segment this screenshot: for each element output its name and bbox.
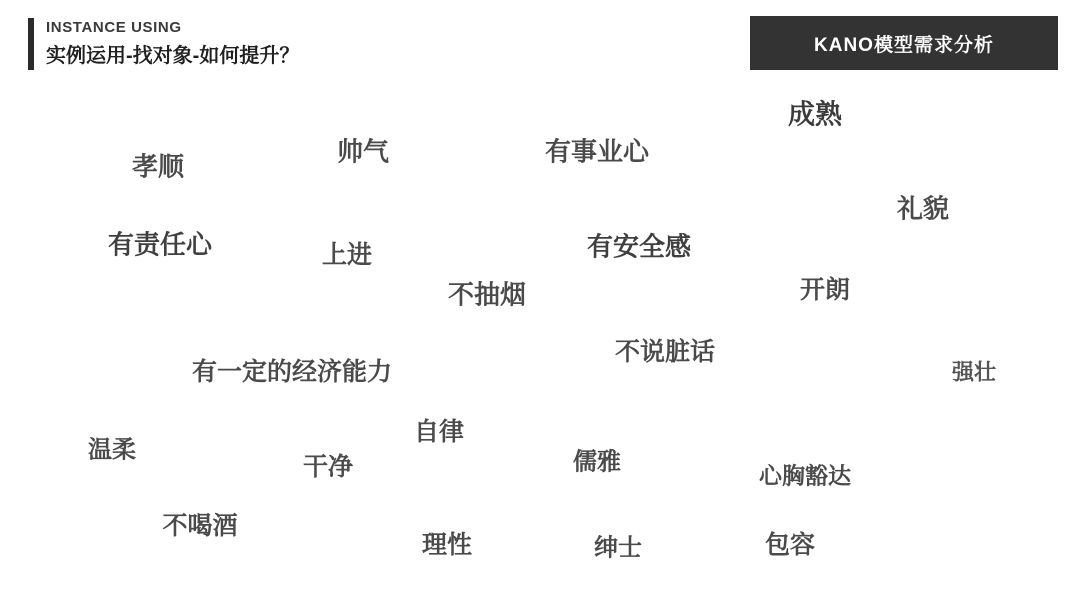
word-cloud-item: 礼貌 xyxy=(896,193,950,224)
word-cloud-item: 强壮 xyxy=(951,359,997,385)
word-cloud-item: 不喝酒 xyxy=(162,512,238,540)
word-cloud-item: 心胸豁达 xyxy=(759,462,851,489)
word-cloud-item: 有事业心 xyxy=(544,136,650,167)
word-cloud-item: 温柔 xyxy=(88,436,136,464)
word-cloud-item: 开朗 xyxy=(799,276,851,304)
word-cloud-item: 干净 xyxy=(302,453,354,481)
word-cloud-item: 成熟 xyxy=(788,99,842,130)
word-cloud-item: 儒雅 xyxy=(573,448,621,476)
word-cloud-item: 孝顺 xyxy=(131,151,185,182)
word-cloud-item: 上进 xyxy=(321,241,373,269)
word-cloud-item: 理性 xyxy=(421,531,473,559)
word-cloud-item: 自律 xyxy=(413,418,465,446)
word-cloud-item: 不说脏话 xyxy=(614,338,716,366)
page-title: 实例运用-找对象-如何提升？ xyxy=(46,45,300,67)
header-eyebrow: INSTANCE USING xyxy=(46,19,182,36)
word-cloud-item: 帅气 xyxy=(336,136,390,167)
word-cloud-item: 包容 xyxy=(764,531,816,559)
word-cloud-item: 绅士 xyxy=(594,534,642,562)
word-cloud-item: 有安全感 xyxy=(586,231,692,262)
word-cloud-item: 有责任心 xyxy=(107,229,213,260)
word-cloud-item: 不抽烟 xyxy=(447,279,527,310)
status-badge: KANO模型需求分析 xyxy=(750,16,1058,70)
word-cloud-item: 有一定的经济能力 xyxy=(191,358,393,386)
